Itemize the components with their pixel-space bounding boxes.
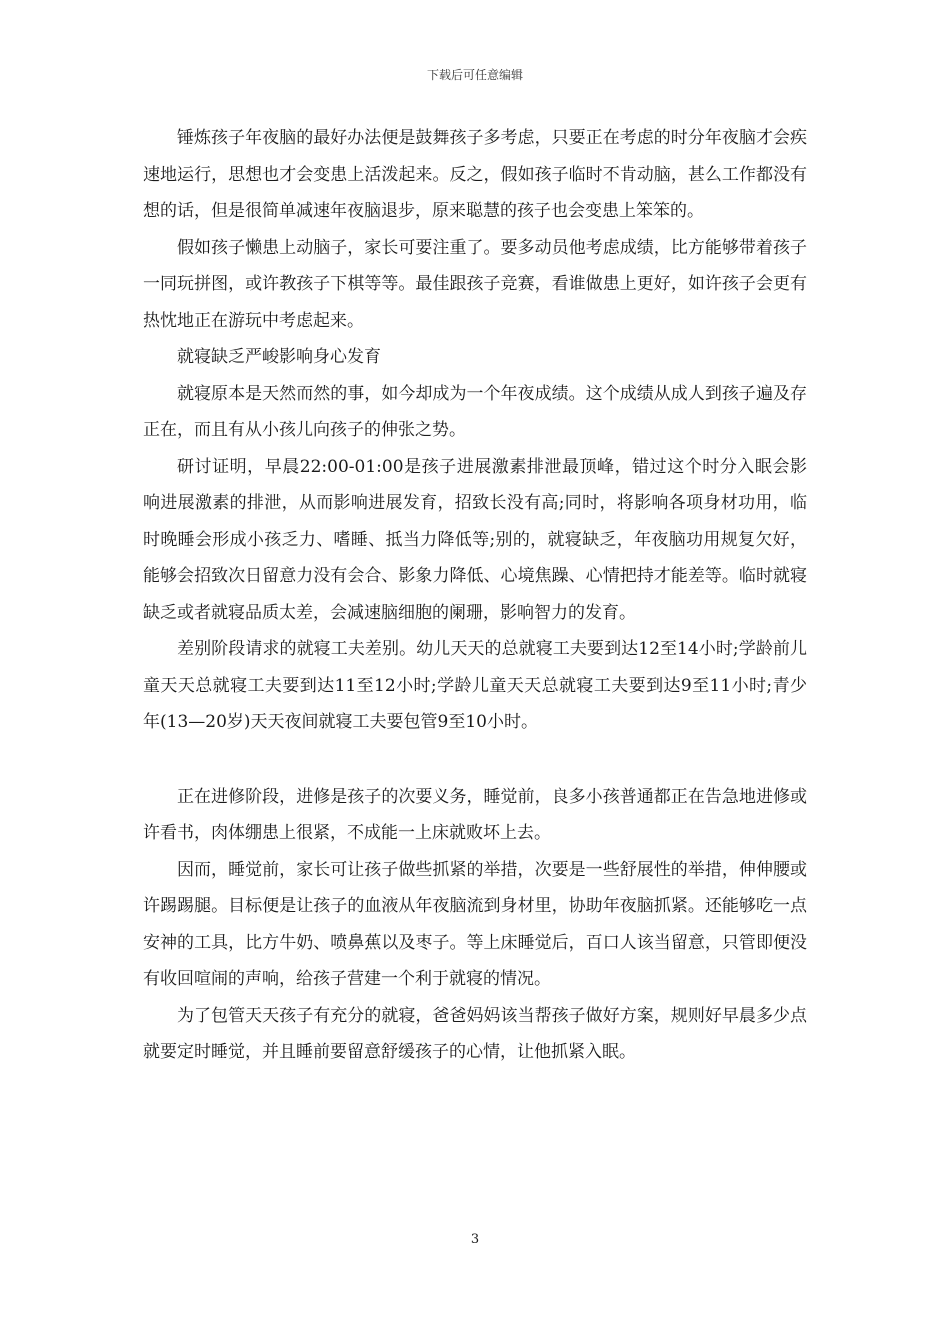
paragraph-sleep-problem: 就寝原本是天然而然的事，如今却成为一个年夜成绩。这个成绩从成人到孩子遍及存正在，而且有从小孩儿向孩子的伸张之势。 xyxy=(143,383,807,440)
paragraph-sleep-duration: 差别阶段请求的就寝工夫差别。幼儿天天的总就寝工夫要到达12至14小时;学龄前儿童天天总就寝工夫要到达11至12小时;学龄儿童天天总就寝工夫要到达9至11小时;青少年(13—20岁)天天夜间就寝工夫要包管9至10小时。 xyxy=(143,639,807,732)
document-body xyxy=(143,120,807,1071)
paragraph-study-stress: 正在进修阶段，进修是孩子的次要义务，睡觉前，良多小孩普通都正在告急地进修或许看书，肉体绷患上很紧，不成能一上床就败坏上去。 xyxy=(143,786,807,843)
paragraph-sleep-research: 研讨证明，早晨22:00-01:00是孩子进展激素排泄最顶峰，错过这个时分入眠会影响进展激素的排泄，从而影响进展发育，招致长没有高;同时，将影响各项身材功用，临时晚睡会形成小孩乏力、嗜睡、抵当力降低等;别的，就寝缺乏，年夜脑功用规复欠好，能够会招致次日留意力没有会合、影象力降低、心境焦躁、心情把持才能差等。临时就寝缺乏或者就寝品质太差，会减速脑细胞的阑珊，影响智力的发育。 xyxy=(143,456,807,623)
page-number: 3 xyxy=(470,1232,480,1247)
paragraph-brain-exercise: 锤炼孩子年夜脑的最好办法便是鼓舞孩子多考虑，只要正在考虑的时分年夜脑才会疾速地运行，思想也才会变患上活泼起来。反之，假如孩子临时不肯动脑，甚么工作都没有想的话，但是很简单减速年夜脑退步，原来聪慧的孩子也会变患上笨笨的。 xyxy=(143,128,807,221)
paragraph-lazy-thinking: 假如孩子懒患上动脑子，家长可要注重了。要多动员他考虑成绩，比方能够带着孩子一同玩拼图，或许教孩子下棋等等。最佳跟孩子竞赛，看谁做患上更好，如许孩子会更有热忱地正在游玩中考虑起来。 xyxy=(143,237,807,331)
section-heading-sleep: 就寝缺乏严峻影响身心发育 xyxy=(177,347,381,367)
paragraph-gap xyxy=(143,741,807,779)
header-note: 下载后可任意编辑 xyxy=(426,68,523,82)
paragraph-sleep-plan: 为了包管天天孩子有充分的就寝，爸爸妈妈该当帮孩子做好方案，规则好早晨多少点就要定时睡觉，并且睡前要留意舒缓孩子的心情，让他抓紧入眠。 xyxy=(143,1005,807,1062)
paragraph-relaxation: 因而，睡觉前，家长可让孩子做些抓紧的举措，次要是一些舒展性的举措，伸伸腰或许踢踢腿。目标便是让孩子的血液从年夜脑流到身材里，协助年夜脑抓紧。还能够吃一点安神的工具，比方牛奶、喷鼻蕉以及枣子。等上床睡觉后，百口人该当留意，只管即便没有收回喧闹的声响，给孩子营建一个利于就寝的情况。 xyxy=(143,859,807,989)
